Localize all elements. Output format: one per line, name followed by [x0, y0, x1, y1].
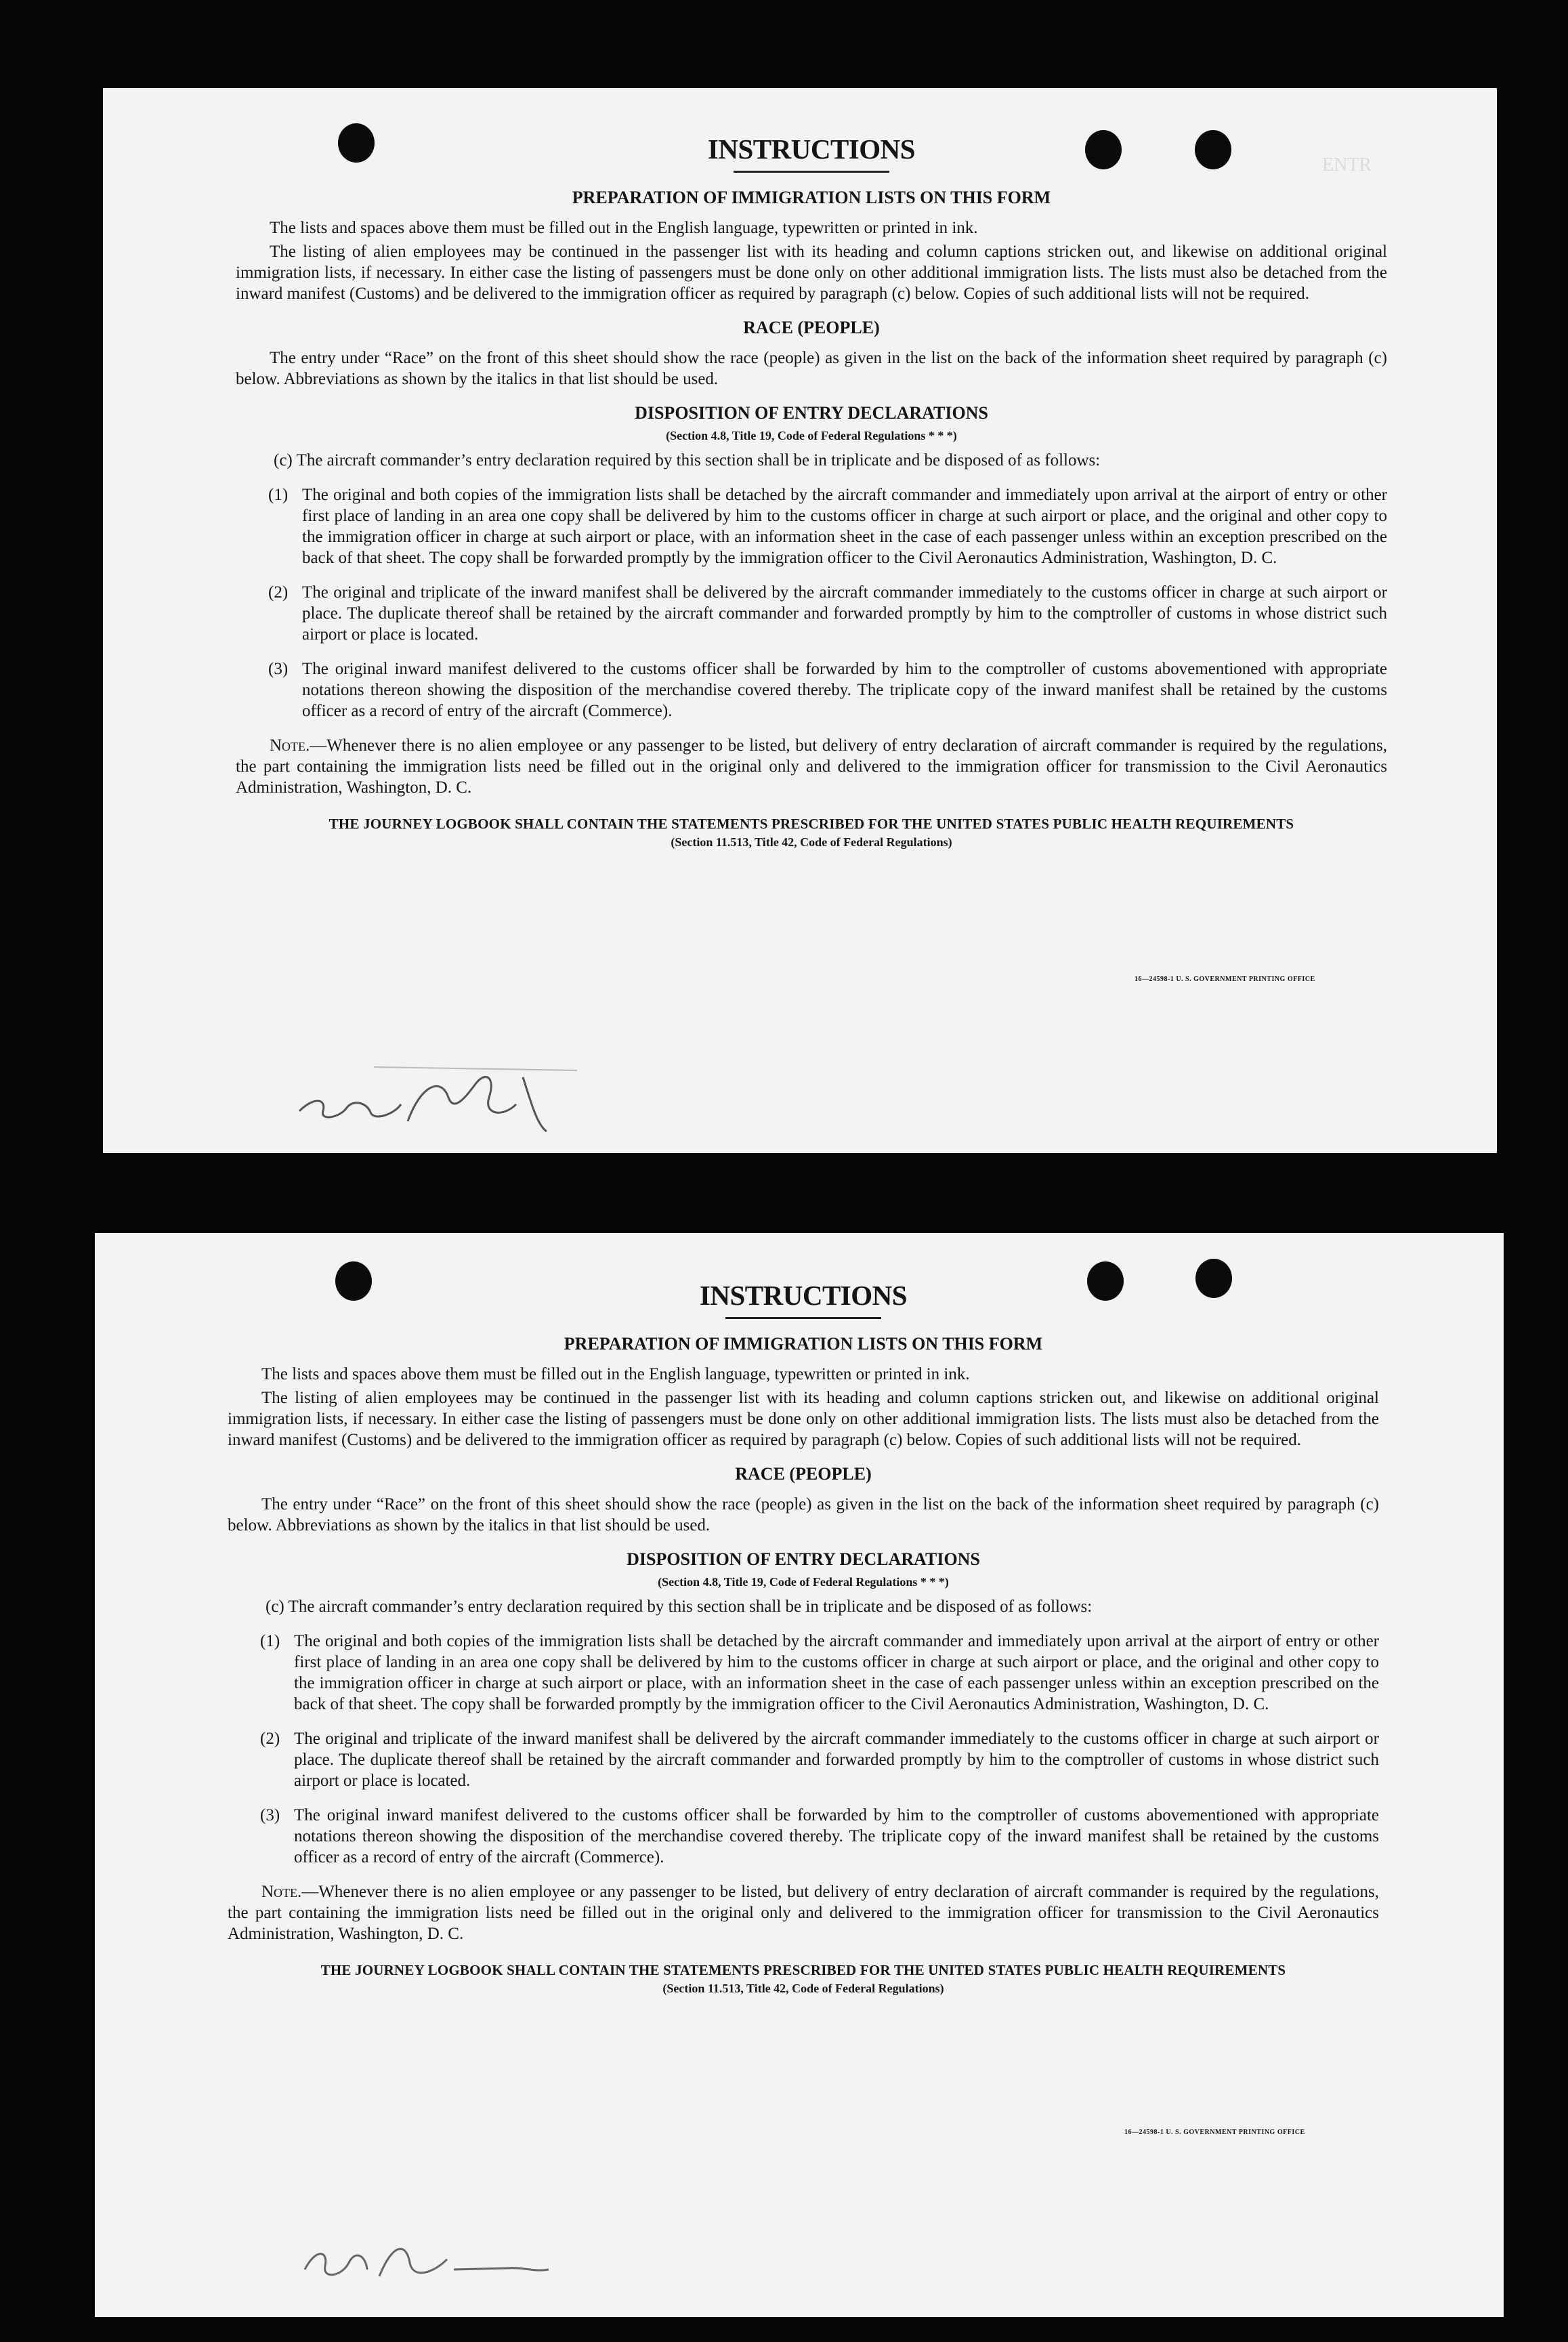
note-paragraph [236, 735, 1387, 798]
instructions-content [228, 1279, 1379, 1996]
footer-requirement: THE JOURNEY LOGBOOK SHALL CONTAIN THE STATEMENTS PRESCRIBED FOR THE UNITED STATES PUBLIC HEALTH REQUIREMENTS [320, 1962, 1286, 1978]
paragraph: The listing of alien employees may be continued in the passenger list with its heading and column captions stricken out, and likewise on additional original immigration lists, if necessary. In either case the listing of passengers must be done only on other additional immigration lists. The lists must also be detached from the inward manifest (Customs) and be delivered to the immigration officer as required by paragraph (c) below. Copies of such additional lists will not be required. [236, 243, 1387, 303]
paragraph: The lists and spaces above them must be filled out in the English language, typewritten or printed in ink. [270, 219, 978, 237]
paragraph: The entry under “Race” on the front of this sheet should show the race (people) as given in the list on the back of the information sheet required by paragraph (c) below. Abbreviations as shown by the italics in that list should be used. [228, 1495, 1379, 1534]
list-item-number: (2) [268, 583, 289, 602]
list-item-text: The original and triplicate of the inward manifest shall be delivered by the aircraft commander immediately to the customs officer in charge at such airport or place. The duplicate thereof shall be retained by the aircraft commander and forwarded promptly by him to the comptroller of customs in whose district such airport or place is located. [302, 583, 1387, 644]
list-item-number: (3) [268, 660, 289, 678]
paragraph: The lists and spaces above them must be filled out in the English language, typewritten or printed in ink. [261, 1365, 970, 1383]
printing-office-mark: 16—24598-1 U. S. GOVERNMENT PRINTING OFFICE [1135, 976, 1315, 983]
printing-office-mark: 16—24598-1 U. S. GOVERNMENT PRINTING OFFICE [1124, 2129, 1305, 2136]
footer-citation: (Section 11.513, Title 42, Code of Federal Regulations) [662, 1982, 944, 1995]
list-item [228, 1805, 1379, 1868]
list-item-text: The original inward manifest delivered to the customs officer shall be forwarded by him to the comptroller of customs abovementioned with appropriate notations thereon showing the disposition of the merchandise covered thereby. The triplicate copy of the inward manifest shall be retained by the customs officer as a record of entry of the aircraft (Commerce). [302, 660, 1387, 720]
list-item-number: (3) [260, 1806, 280, 1824]
section-heading-disposition: DISPOSITION OF ENTRY DECLARATIONS [627, 1549, 980, 1569]
section-heading-preparation: PREPARATION OF IMMIGRATION LISTS ON THIS FORM [564, 1334, 1043, 1354]
document-sheet-top [103, 88, 1497, 1153]
section-heading-disposition: DISPOSITION OF ENTRY DECLARATIONS [635, 403, 988, 423]
page-title: INSTRUCTIONS [707, 133, 916, 165]
list-item [236, 582, 1387, 645]
note-label: Note. [261, 1883, 302, 1901]
section-citation: (Section 4.8, Title 19, Code of Federal Regulations * * *) [666, 429, 957, 442]
list-item [228, 1728, 1379, 1791]
list-item [228, 1631, 1379, 1715]
document-sheet-bottom [95, 1233, 1504, 2317]
list-item-number: (1) [268, 486, 289, 504]
list-item-number: (2) [260, 1730, 280, 1748]
handwritten-signature [291, 2222, 643, 2297]
note-text: —Whenever there is no alien employee or any passenger to be listed, but delivery of entry declaration of aircraft commander is required by the regulations, the part containing the immigration lists need be filled out in the original only and delivered to the immigration officer for transmission to the Civil Aeronautics Administration, Washington, D. C. [228, 1883, 1379, 1943]
page-title: INSTRUCTIONS [699, 1280, 908, 1311]
handwritten-signature [293, 1057, 645, 1145]
list-item [236, 484, 1387, 568]
list-item-text: The original and both copies of the immigration lists shall be detached by the aircraft commander and immediately upon arrival at the airport of entry or other first place of landing in an area one copy shall be delivered by him to the customs officer in charge at such airport or place, and the original and other copy to the immigration officer in charge at such airport or place, with an information sheet in the case of each passenger unless within an exception prescribed on the back of that sheet. The copy shall be forwarded promptly by the immigration officer to the Civil Aeronautics Administration, Washington, D. C. [302, 486, 1387, 567]
footer-requirement: THE JOURNEY LOGBOOK SHALL CONTAIN THE STATEMENTS PRESCRIBED FOR THE UNITED STATES PUBLIC HEALTH REQUIREMENTS [329, 816, 1294, 832]
section-heading-race: RACE (PEOPLE) [735, 1464, 872, 1484]
section-citation: (Section 4.8, Title 19, Code of Federal Regulations * * *) [658, 1575, 949, 1589]
paragraph-intro: (c) The aircraft commander’s entry declaration required by this section shall be in triplicate and be disposed of as follows: [266, 1597, 1093, 1616]
paragraph-intro: (c) The aircraft commander’s entry declaration required by this section shall be in triplicate and be disposed of as follows: [274, 451, 1101, 469]
list-item [236, 658, 1387, 722]
note-paragraph [228, 1881, 1379, 1944]
list-item-number: (1) [260, 1632, 280, 1650]
list-item-text: The original and both copies of the immigration lists shall be detached by the aircraft commander and immediately upon arrival at the airport of entry or other first place of landing in an area one copy shall be delivered by him to the customs officer in charge at such airport or place, and the original and other copy to the immigration officer in charge at such airport or place, with an information sheet in the case of each passenger unless within an exception prescribed on the back of that sheet. The copy shall be forwarded promptly by the immigration officer to the Civil Aeronautics Administration, Washington, D. C. [294, 1632, 1379, 1713]
section-heading-race: RACE (PEOPLE) [743, 318, 880, 337]
title-underline [725, 1317, 881, 1319]
section-heading-preparation: PREPARATION OF IMMIGRATION LISTS ON THIS FORM [572, 188, 1051, 207]
note-text: —Whenever there is no alien employee or any passenger to be listed, but delivery of entry declaration of aircraft commander is required by the regulations, the part containing the immigration lists need be filled out in the original only and delivered to the immigration officer for transmission to the Civil Aeronautics Administration, Washington, D. C. [236, 736, 1387, 797]
list-item-text: The original inward manifest delivered to the customs officer shall be forwarded by him to the comptroller of customs abovementioned with appropriate notations thereon showing the disposition of the merchandise covered thereby. The triplicate copy of the inward manifest shall be retained by the customs officer as a record of entry of the aircraft (Commerce). [294, 1806, 1379, 1866]
bleed-through-text: ENTR [1322, 154, 1372, 175]
instructions-content [236, 133, 1387, 850]
footer-citation: (Section 11.513, Title 42, Code of Federal Regulations) [671, 835, 952, 849]
list-item-text: The original and triplicate of the inward manifest shall be delivered by the aircraft commander immediately to the customs officer in charge at such airport or place. The duplicate thereof shall be retained by the aircraft commander and forwarded promptly by him to the comptroller of customs in whose district such airport or place is located. [294, 1730, 1379, 1790]
note-label: Note. [270, 736, 310, 755]
paragraph: The listing of alien employees may be continued in the passenger list with its heading and column captions stricken out, and likewise on additional original immigration lists, if necessary. In either case the listing of passengers must be done only on other additional immigration lists. The lists must also be detached from the inward manifest (Customs) and be delivered to the immigration officer as required by paragraph (c) below. Copies of such additional lists will not be required. [228, 1389, 1379, 1449]
title-underline [734, 171, 889, 173]
paragraph: The entry under “Race” on the front of this sheet should show the race (people) as given in the list on the back of the information sheet required by paragraph (c) below. Abbreviations as shown by the italics in that list should be used. [236, 349, 1387, 388]
